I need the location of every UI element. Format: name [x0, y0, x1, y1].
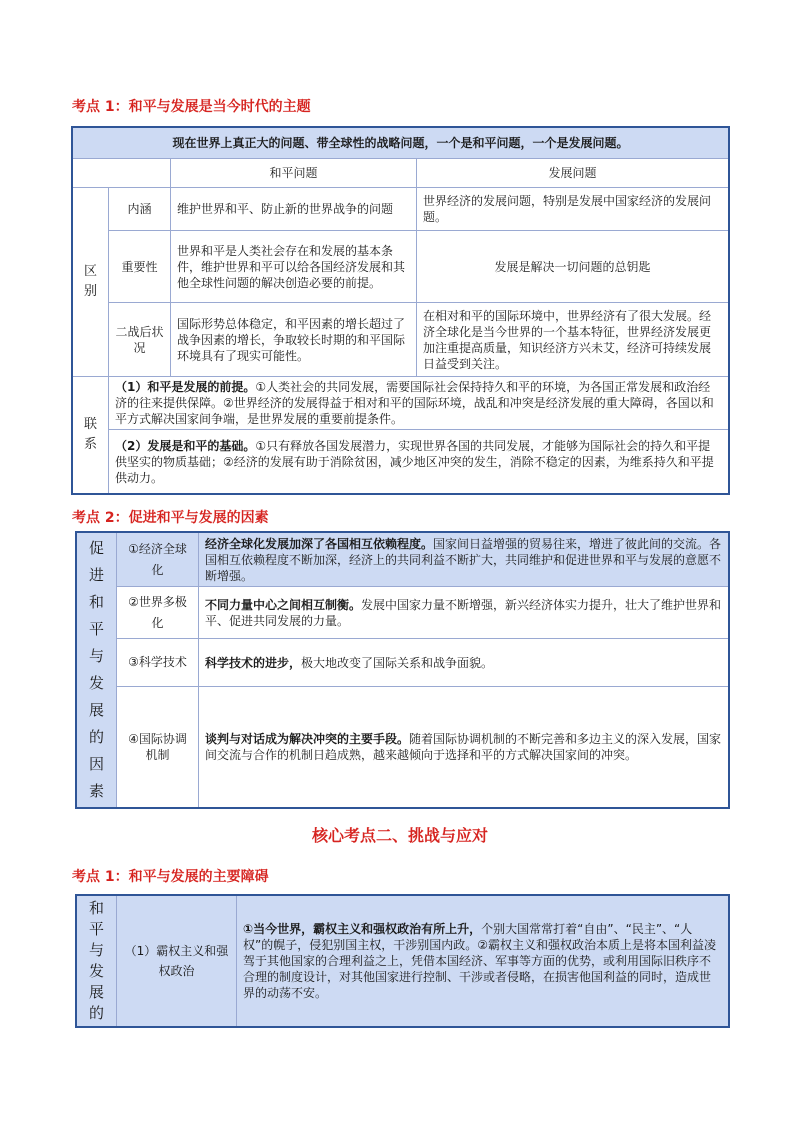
core-topic-title: 核心考点二、挑战与应对: [311, 826, 488, 845]
header-development: 发展问题: [417, 159, 729, 188]
factor-label-coordination: ④国际协调机制: [117, 687, 199, 808]
link2-head: （2）发展是和平的基础。: [115, 438, 256, 453]
section3-heading: 考点 1：和平与发展的主要障碍: [72, 869, 269, 885]
link-label: 联 系: [73, 377, 109, 494]
link1-body: ①人类社会的共同发展，需要国际社会保持持久和平的环境，为各国正常发展和政治经济的往来提供保障。②世界经济的发展得益于相对和平的国际环境，战乱和冲突是经济发展的重大障碍，各国以和平方式解决国家间争端，是世界发展的重要前提条件。: [115, 380, 714, 426]
section2-heading: 考点 2：促进和平与发展的因素: [72, 510, 269, 526]
factor-coordination: [199, 687, 729, 808]
section1-heading: 考点 1：和平与发展是当今时代的主题: [72, 99, 311, 115]
obstacle-hegemony: [237, 896, 729, 1027]
factor-label-multipolarity: ②世界多极化: [117, 587, 199, 639]
development-postwar: 在相对和平的国际环境中，世界经济有了很大发展。经济全球化是当今世界的一个基本特征，世界经济发展更加注重提高质量，知识经济方兴未艾，经济可持续发展日益受到关注。: [417, 303, 729, 377]
factor-technology-head: 科学技术的进步，: [205, 655, 302, 670]
promoting-factors-table: [76, 532, 729, 808]
header-empty-cell: [73, 159, 171, 188]
factor-globalization-head: 经济全球化发展加深了各国相互依赖程度。: [205, 536, 434, 551]
factor-technology: [199, 639, 729, 687]
row-label-postwar: 二战后状况: [109, 303, 171, 377]
factor-coordination-body: 随着国际协调机制的不断完善和多边主义的深入发展，国家间交流与合作的机制日趋成熟，越来越倾向于选择和平的方式解决国家间的冲突。: [205, 732, 722, 762]
link-development-basis: [109, 430, 729, 494]
factor-technology-body: 极大地改变了国际关系和战争面貌。: [301, 655, 494, 670]
row-label-connotation: 内涵: [109, 188, 171, 231]
peace-development-table: [72, 127, 729, 494]
difference-label: 区 别: [73, 188, 109, 377]
factor-label-globalization: ①经济全球化: [117, 533, 199, 587]
factor-globalization-body: 国家间日益增强的贸易往来，增进了彼此间的交流。各国相互依赖程度不断加深，经济上的共同利益不断扩大，共同维护和促进世界和平与发展的意愿不断增强。: [205, 536, 722, 583]
development-connotation: 世界经济的发展问题，特别是发展中国家经济的发展问题。: [417, 188, 729, 231]
factor-globalization: [199, 533, 729, 587]
obstacle-hegemony-head: ①当今世界，霸权主义和强权政治有所上升，: [243, 922, 482, 936]
obstacle-label-hegemony: （1）霸权主义和强权政治: [117, 896, 237, 1027]
link2-body: ①只有释放各国发展潜力，实现世界各国的共同发展，才能够为国际社会的持久和平提供坚实的物质基础；②经济的发展有助于消除贫困，减少地区冲突的发生，消除不稳定的因素，为维系持久和平提供动力。: [115, 438, 714, 485]
link-peace-premise: [109, 377, 729, 430]
factor-label-technology: ③科学技术: [117, 639, 199, 687]
peace-connotation: 维护世界和平、防止新的世界战争的问题: [171, 188, 417, 231]
obstacle-hegemony-body: 个别大国常常打着“自由”、“民主”、“人权”的幌子，侵犯别国主权，干涉别国内政。②霸权主义和强权政治本质上是将本国利益凌驾于其他国家的合理利益之上，凭借本国经济、军事等方面的优势，或利用国际旧秩序不合理的制度设计，对其他国家进行控制、干涉或者侵略，在损害他国利益的同时，造成世界的动荡不安。: [243, 922, 716, 1000]
factor-multipolarity-body: 发展中国家力量不断增强，新兴经济体实力提升，壮大了维护世界和平、促进共同发展的力量。: [205, 597, 722, 628]
table-intro: 现在世界上真正大的问题、带全球性的战略问题，一个是和平问题，一个是发展问题。: [73, 128, 729, 159]
factor-multipolarity: [199, 587, 729, 639]
peace-postwar: 国际形势总体稳定，和平因素的增长超过了战争因素的增长，争取较长时期的和平国际环境具有了现实可能性。: [171, 303, 417, 377]
header-peace: 和平问题: [171, 159, 417, 188]
factors-side-label: 促 进 和 平 与 发 展 的 因 素: [77, 533, 117, 808]
obstacles-side-label: 和 平 与 发 展 的: [77, 896, 117, 1027]
peace-importance: 世界和平是人类社会存在和发展的基本条件，维护世界和平可以给各国经济发展和其他全球性问题的解决创造必要的前提。: [171, 231, 417, 303]
development-importance: 发展是解决一切问题的总钥匙: [417, 231, 729, 303]
row-label-importance: 重要性: [109, 231, 171, 303]
obstacles-table: [76, 895, 729, 1027]
link1-head: （1）和平是发展的前提。: [115, 380, 256, 394]
factor-multipolarity-head: 不同力量中心之间相互制衡。: [205, 597, 362, 612]
factor-coordination-head: 谈判与对话成为解决冲突的主要手段。: [205, 732, 410, 746]
